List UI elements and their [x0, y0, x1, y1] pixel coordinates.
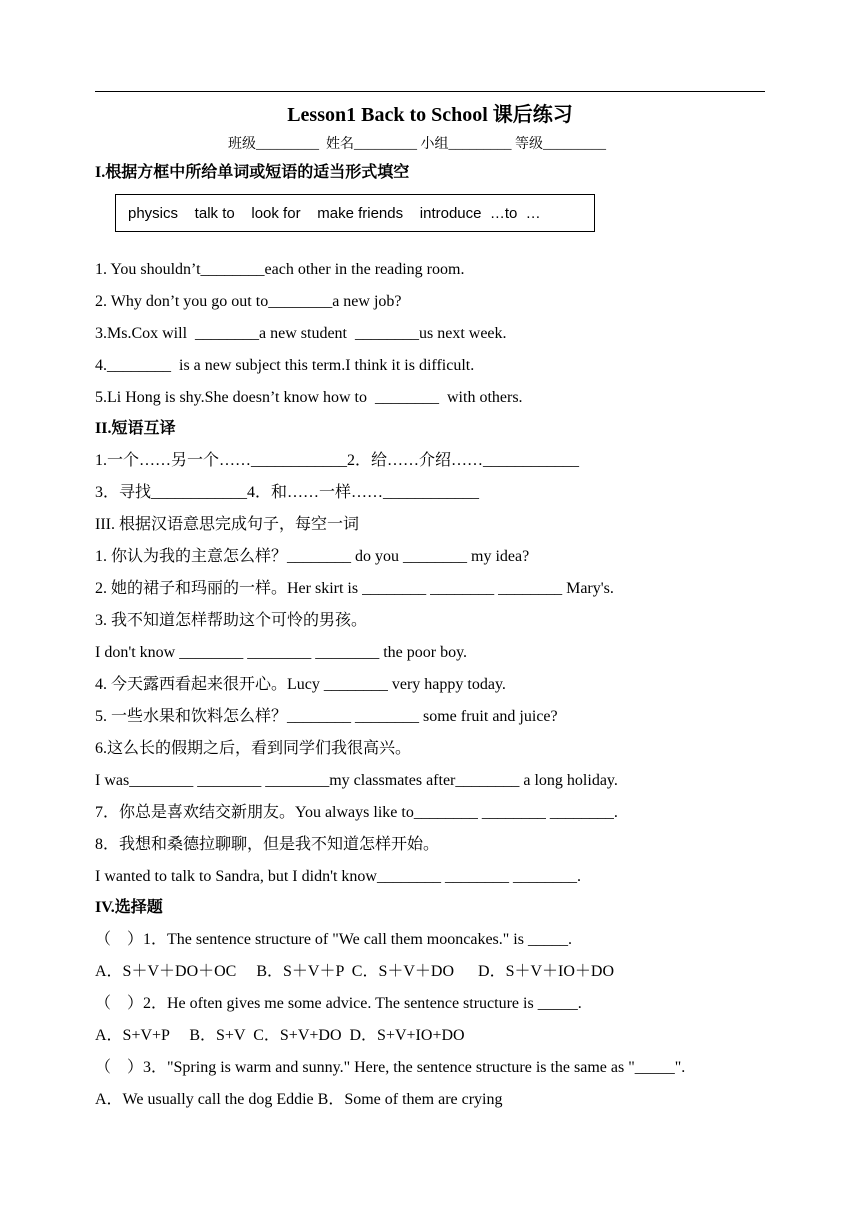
section-4-heading: IV.选择题	[95, 899, 163, 916]
s2-item-1: 1.一个……另一个……____________2．给……介绍……____________	[95, 452, 580, 469]
s4-line-1: （ ）1．The sentence structure of "We call them mooncakes." is _____.	[95, 931, 572, 948]
s3-line-7: 6.这么长的假期之后，看到同学们我很高兴。	[95, 740, 412, 757]
s4-line-3: （ ）2．He often gives me some advice. The sentence structure is _____.	[95, 995, 582, 1012]
page-title: Lesson1 Back to School 课后练习	[287, 104, 573, 126]
s4-line-6: A．We usually call the dog Eddie B．Some of them are crying	[95, 1091, 503, 1108]
s4-line-2: A．S＋V＋DO＋OC B．S＋V＋P C．S＋V＋DO D．S＋V＋IO＋DO	[95, 963, 615, 980]
s4-line-5: （ ）3．"Spring is warm and sunny." Here, the sentence structure is the same as "_____".	[95, 1059, 686, 1076]
s3-line-1: 1. 你认为我的主意怎么样？________ do you ________ my idea?	[95, 548, 530, 565]
s3-line-10: 8．我想和桑德拉聊聊，但是我不知道怎样开始。	[95, 836, 440, 853]
s3-line-11: I wanted to talk to Sandra, but I didn't know________ ________ ________.	[95, 868, 581, 885]
s2-item-2: 3．寻找____________4．和……一样……____________	[95, 484, 480, 501]
word-box	[115, 194, 595, 232]
s1-item-5: 5.Li Hong is shy.She doesn’t know how to ________ with others.	[95, 389, 523, 406]
s1-item-4: 4.________ is a new subject this term.I think it is difficult.	[95, 357, 475, 374]
header-rule	[95, 91, 765, 92]
s1-item-3: 3.Ms.Cox will ________a new student ________us next week.	[95, 325, 507, 342]
s3-line-4: I don't know ________ ________ ________ the poor boy.	[95, 644, 468, 661]
section-2-heading: II.短语互译	[95, 420, 176, 437]
section-1-heading: I.根据方框中所给单词或短语的适当形式填空	[95, 164, 410, 181]
s3-line-5: 4. 今天露西看起来很开心。Lucy ________ very happy today.	[95, 676, 506, 693]
student-info-line: 班级_________ 姓名_________ 小组_________ 等级_________	[228, 137, 606, 152]
s3-line-3: 3. 我不知道怎样帮助这个可怜的男孩。	[95, 612, 368, 629]
s3-line-6: 5. 一些水果和饮料怎么样？________ ________ some fruit and juice?	[95, 708, 558, 725]
s3-line-9: 7．你总是喜欢结交新朋友。You always like to________ ________ ________.	[95, 804, 618, 821]
section-3-heading: III. 根据汉语意思完成句子，每空一词	[95, 516, 359, 533]
s3-line-8: I was________ ________ ________my classmates after________ a long holiday.	[95, 772, 618, 789]
s4-line-4: A．S+V+P B．S+V C．S+V+DO D．S+V+IO+DO	[95, 1027, 465, 1044]
s1-item-2: 2. Why don’t you go out to________a new job?	[95, 293, 402, 310]
s1-item-1: 1. You shouldn’t________each other in the reading room.	[95, 261, 465, 278]
word-box-text: physics talk to look for make friends introduce …to …	[128, 205, 541, 222]
s3-line-2: 2. 她的裙子和玛丽的一样。Her skirt is ________ ________ ________ Mary's.	[95, 580, 614, 597]
